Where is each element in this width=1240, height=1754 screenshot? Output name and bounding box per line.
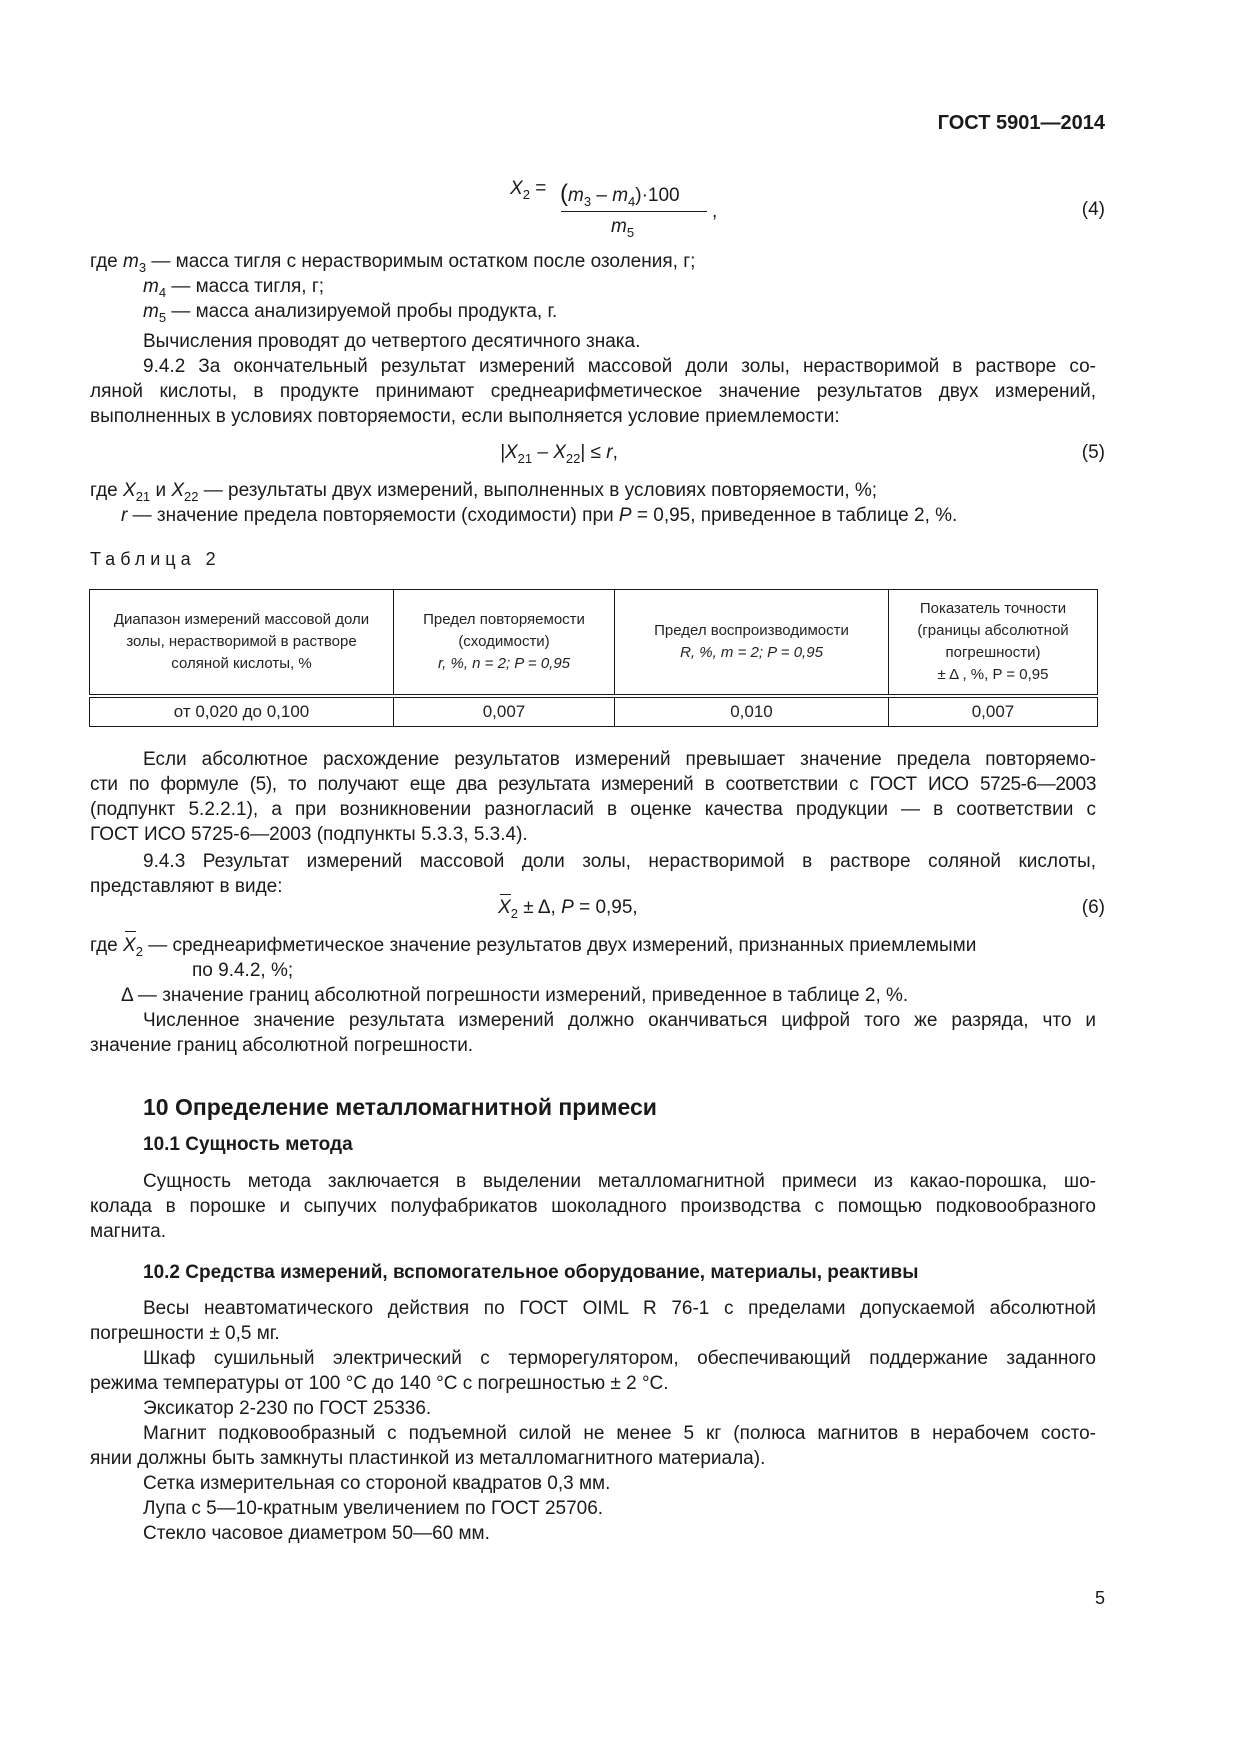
s102-line-6: Магнит подковообразный с подъемной силой не менее 5 кг (полюса магнитов в нерабочем состо- [143,1423,1096,1444]
s102-line-4: режима температуры от 100 °С до 140 °С с погрешностью ± 2 °С. [90,1373,669,1394]
p-abs-line-3: (подпункт 5.2.2.1), а при возникновении разногласий в оценке качества продукции — в соответствии с [90,799,1096,820]
formula-4-denominator: $m_5$ [611,216,635,240]
p-abs-line-4: ГОСТ ИСО 5725-6—2003 (подпункты 5.3.3, 5.3.4). [90,824,528,845]
table-header-cell: Диапазон измерений массовой доли золы, нерастворимой в растворе соляной кислоты, % [90,590,394,697]
table-cell: от 0,020 до 0,100 [90,696,394,727]
s102-line-8: Сетка измерительная со стороной квадратов 0,3 мм. [143,1473,611,1494]
formula-5-number: (5) [1081,442,1105,463]
table-header-cell: Предел повторяемости (сходимости) r, %, n = 2; P = 0,95 [394,590,615,697]
p942-line-2: ляной кислоты, в продукте принимают среднеарифметическое значение результатов двух измерений, [90,381,1096,402]
table-row [90,696,1098,727]
table-header-cell: Показатель точности (границы абсолютной погрешности) ± Δ , %, P = 0,95 [889,590,1098,697]
p942-line-3: выполненных в условиях повторяемости, если выполняется условие приемлемости: [90,406,840,427]
p-abs-line-1: Если абсолютное расхождение результатов измерений превышает значение предела повторяемо- [143,749,1096,770]
where-m5: $m_5$ — масса анализируемой пробы продукта, г. [143,301,558,325]
table-header-row [90,590,1098,697]
s102-line-9: Лупа с 5—10-кратным увеличением по ГОСТ 25706. [143,1498,604,1519]
p942-line-1: 9.4.2 За окончательный результат измерений массовой доли золы, нерастворимой в растворе со- [143,356,1096,377]
formula-4-numerator: $(m_3 - m_4)\cdot 100$ [560,180,680,209]
table-cell: 0,007 [889,696,1098,727]
s102-line-10: Стекло часовое диаметром 50—60 мм. [143,1523,490,1544]
p943-line-2: представляют в виде: [90,876,283,897]
where-m3: где $m_3$ — масса тигля с нерастворимым остатком после озоления, г; [90,251,696,275]
s102-line-3: Шкаф сушильный электрический с терморегулятором, обеспечивающий поддержание заданного [143,1348,1096,1369]
p943-line-1: 9.4.3 Результат измерений массовой доли золы, нерастворимой в растворе соляной кислоты, [143,851,1096,872]
s101-line-3: магнита. [90,1221,166,1242]
p-num-line-1: Численное значение результата измерений должно оканчиваться цифрой того же разряда, что и [143,1010,1096,1031]
where-r: r — значение предела повторяемости (сходимости) при P = 0,95, приведенное в таблице 2, %. [121,505,958,526]
s102-line-7: янии должны быть замкнуты пластинкой из металломагнитного материала). [90,1448,766,1469]
formula-6-number: (6) [1081,897,1105,918]
where-x2bar-cont: по 9.4.2, %; [192,960,294,981]
s101-line-1: Сущность метода заключается в выделении металломагнитной примеси из какао-порошка, шо- [143,1171,1096,1192]
table-2 [89,589,1098,727]
fraction-bar [561,211,707,212]
formula-4-number: (4) [1081,199,1105,220]
where-x2bar: где $X_2$ — среднеарифметическое значение результатов двух измерений, признанных приемлемыми [90,935,977,959]
where-x21-x22: где $X_{21}$ и $X_{22}$ — результаты двух измерений, выполненных в условиях повторяемости, %; [90,480,878,504]
section-10-1-title: 10.1 Сущность метода [143,1134,353,1155]
s101-line-2: колада в порошке и сыпучих полуфабрикатов шоколадного производства с помощью подковообразного [90,1196,1096,1217]
p-abs-line-2: сти по формуле (5), то получают еще два результата измерений в соответствии с ГОСТ ИСО 5725-6—2003 [90,774,1096,795]
table-cell: 0,010 [615,696,889,727]
table-caption: Таблица 2 [90,549,221,569]
s102-line-1: Весы неавтоматического действия по ГОСТ OIML R 76-1 с пределами допускаемой абсолютной [143,1298,1096,1319]
table-header-cell: Предел воспроизводимости R, %, m = 2; P = 0,95 [615,590,889,697]
table-cell: 0,007 [394,696,615,727]
formula-6: $X_2 \pm \Delta$, P = 0,95, [498,897,638,921]
where-delta: Δ — значение границ абсолютной погрешности измерений, приведенное в таблице 2, %. [121,985,909,1006]
p-num-line-2: значение границ абсолютной погрешности. [90,1035,474,1056]
section-10-2-title: 10.2 Средства измерений, вспомогательное оборудование, материалы, реактивы [143,1262,919,1283]
s102-line-2: погрешности ± 0,5 мг. [90,1323,280,1344]
document-header: ГОСТ 5901—2014 [937,112,1105,134]
formula-5: $|X_{21} - X_{22}| \le r$, [500,442,618,466]
calc-note: Вычисления проводят до четвертого десятичного знака. [143,331,641,352]
formula-4-comma: , [712,201,718,222]
page-number: 5 [1094,1588,1105,1608]
s102-line-5: Эксикатор 2-230 по ГОСТ 25336. [143,1398,432,1419]
section-10-title: 10 Определение металломагнитной примеси [143,1094,657,1120]
formula-4-lhs: $X_2$ = [510,178,547,202]
where-m4: $m_4$ — масса тигля, г; [143,276,325,300]
